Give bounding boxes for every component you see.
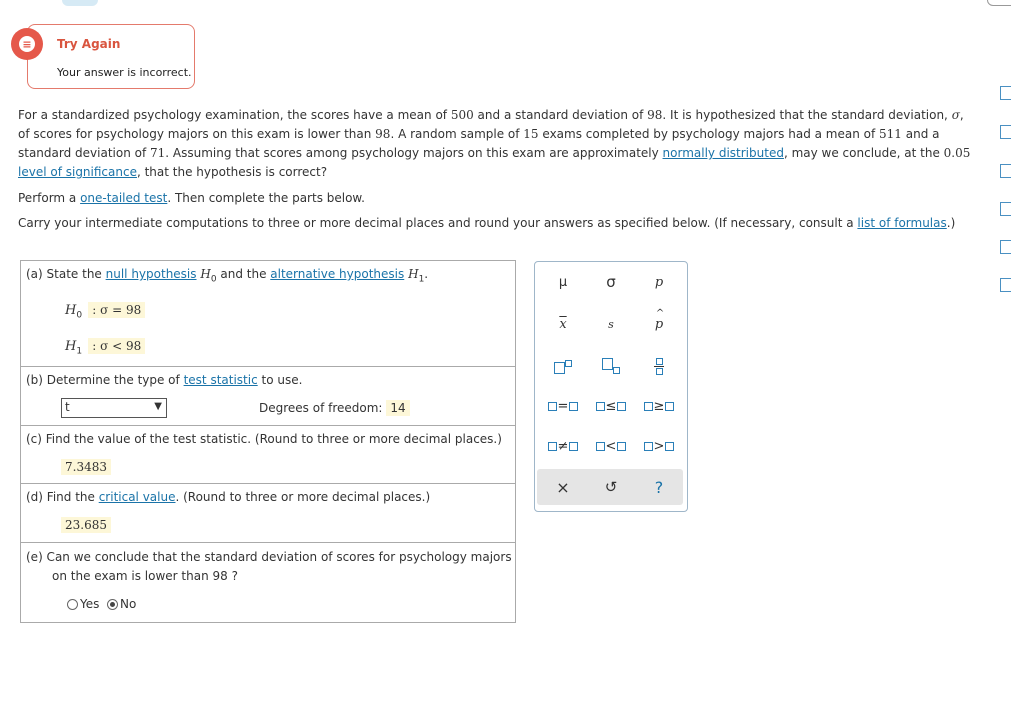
- subscript-button[interactable]: [591, 354, 631, 378]
- link-null-hypothesis[interactable]: null hypothesis: [105, 267, 197, 281]
- feedback-alert-icon: ≡: [11, 28, 43, 60]
- feedback-title: Try Again: [57, 37, 121, 51]
- radio-yes[interactable]: Yes: [67, 597, 99, 611]
- undo-button[interactable]: ↺: [604, 478, 618, 496]
- top-tab: [62, 0, 98, 6]
- test-statistic-answer[interactable]: 7.3483: [61, 459, 111, 475]
- link-list-of-formulas[interactable]: list of formulas: [857, 216, 947, 230]
- null-hypothesis-answer[interactable]: : σ = 98: [88, 302, 145, 318]
- sigma-button[interactable]: σ: [606, 273, 616, 291]
- link-critical-value[interactable]: critical value: [98, 490, 176, 504]
- perform-instruction: Perform a one-tailed test. Then complete the parts below.: [18, 191, 365, 205]
- help-button[interactable]: ?: [654, 477, 664, 497]
- null-hypothesis-row: $H_0$ : σ = 98: [65, 303, 143, 321]
- side-tool-icon-3[interactable]: [1000, 164, 1011, 178]
- clear-button[interactable]: ×: [556, 477, 570, 497]
- link-alternative-hypothesis[interactable]: alternative hypothesis: [270, 267, 405, 281]
- corner-frame: [987, 0, 1011, 6]
- link-normally-distributed[interactable]: normally distributed: [662, 146, 784, 160]
- side-tool-icon-2[interactable]: [1000, 125, 1011, 139]
- test-type-select[interactable]: t ▼: [61, 398, 167, 418]
- alt-hypothesis-row: $H_1$ : σ < 98: [65, 339, 143, 357]
- fraction-button[interactable]: [639, 354, 679, 378]
- side-tool-icon-4[interactable]: [1000, 202, 1011, 216]
- link-test-statistic[interactable]: test statistic: [183, 373, 258, 387]
- part-a: [21, 261, 515, 367]
- side-tool-icon-5[interactable]: [1000, 240, 1011, 254]
- not-equal-button[interactable]: ≠: [543, 434, 583, 458]
- p-hat-button[interactable]: ^ p: [654, 307, 665, 332]
- part-c-label: (c) Find the value of the test statistic. (Round to three or more decimal places.): [26, 432, 502, 446]
- symbol-palette: [534, 261, 688, 512]
- feedback-message: Your answer is incorrect.: [57, 66, 192, 79]
- part-d: [21, 483, 515, 543]
- part-b-label: (b) Determine the type of test statistic to use.: [26, 373, 303, 387]
- conclusion-radio-group: [67, 597, 136, 611]
- radio-no[interactable]: No: [107, 597, 136, 611]
- dof-answer[interactable]: 14: [386, 400, 409, 416]
- less-equal-button[interactable]: ≤: [591, 394, 631, 418]
- part-e: [21, 542, 515, 622]
- problem-statement: For a standardized psychology examination, the scores have a mean of 500 and a standard deviation of 98. It is hypothesized that the standard deviation, σ, of scores for psychology majors on this exam is lower than 98. A random sample of 15 exams completed by psychology majors had a mean of 511 and a standard deviation of 71. Assuming that scores among psychology majors on this exam are approximately normally distributed, may we conclude, at the 0.05 level of significance, that the hypothesis is correct?: [18, 108, 971, 179]
- greater-equal-button[interactable]: ≥: [639, 394, 679, 418]
- equals-button[interactable]: =: [543, 394, 583, 418]
- alt-hypothesis-answer[interactable]: : σ < 98: [88, 338, 145, 354]
- mu-button[interactable]: μ: [558, 274, 568, 290]
- less-than-button[interactable]: <: [591, 434, 631, 458]
- side-tool-icon-1[interactable]: [1000, 86, 1011, 100]
- side-tool-icon-6[interactable]: [1000, 278, 1011, 292]
- dropdown-arrow-icon: ▼: [154, 401, 162, 412]
- feedback-box: [27, 24, 195, 89]
- p-button[interactable]: p: [654, 274, 664, 290]
- part-d-label: (d) Find the critical value. (Round to three or more decimal places.): [26, 490, 431, 504]
- part-b: [21, 366, 515, 426]
- degrees-of-freedom: Degrees of freedom: 14: [259, 401, 410, 415]
- s-button[interactable]: s: [608, 317, 614, 331]
- x-bar-button[interactable]: $\overline{x}$: [559, 316, 567, 332]
- link-level-of-significance[interactable]: level of significance: [18, 165, 137, 179]
- carry-instruction: Carry your intermediate computations to three or more decimal places and round your answers as specified below. (If necessary, consult a list of formulas.): [18, 216, 956, 230]
- part-c: [21, 425, 515, 484]
- critical-value-answer[interactable]: 23.685: [61, 517, 111, 533]
- part-e-label: (e) Can we conclude that the standard deviation of scores for psychology majors on the exam is lower than 98 ?: [26, 550, 512, 583]
- greater-than-button[interactable]: >: [639, 434, 679, 458]
- palette-actions: [537, 469, 683, 505]
- superscript-button[interactable]: [543, 354, 583, 378]
- link-one-tailed-test[interactable]: one-tailed test: [80, 191, 168, 205]
- part-a-label: (a) State the null hypothesis $H_0$ and the alternative hypothesis $H_1$.: [26, 267, 429, 285]
- answer-panel: [20, 260, 516, 623]
